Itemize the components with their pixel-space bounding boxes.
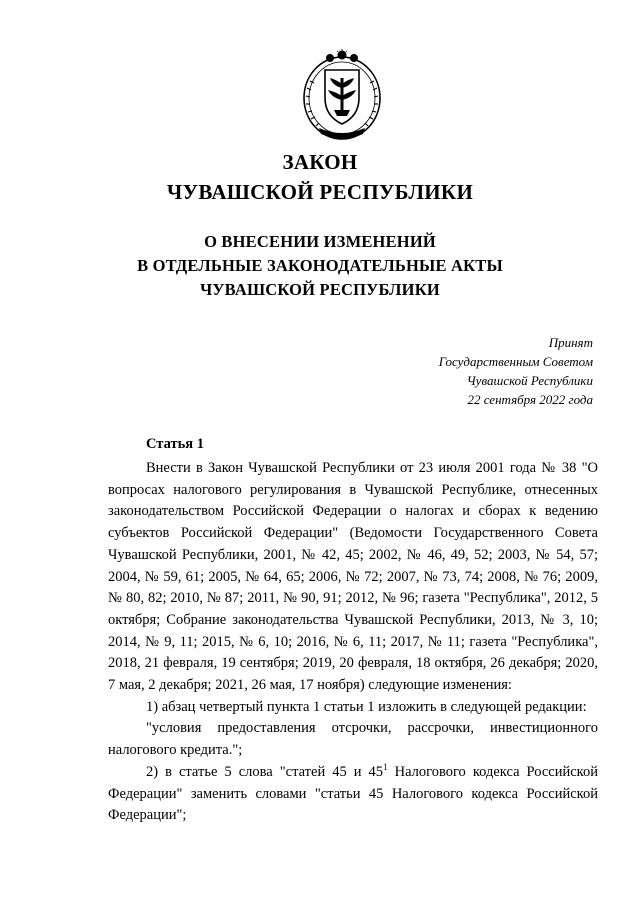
article-item-2-text: 2) в статье 5 слова "статей 45 и 45 [146,763,384,780]
article-body [108,458,598,827]
article-item-1: 1) абзац четвертый пункта 1 статьи 1 изложить в следующей редакции: [146,698,587,715]
law-subject-line: ЧУВАШСКОЙ РЕСПУБЛИКИ [200,280,440,299]
law-title-republic: ЧУВАШСКОЙ РЕСПУБЛИКИ [166,180,474,204]
article-item-1-quote: "условия предоставления отсрочки, рассрочки, инвестиционного налогового кредита."; [108,720,598,759]
article-intro-paragraph: Внести в Закон Чувашской Республики от 23 июля 2001 года № 38 "О вопросах налогового регулирования в Чувашской Республике, отнесенных законодательством Российской Федерации о налогах и сборах к ведению субъектов Российской Федерации" (Ведомости Государственного Совета Чувашской Республики, 2001, № 42, 45; 2002, № 46, 49, 52; 2003, № 54, 57; 2004, № 59, 61; 2005, № 64, 65; 2006, № 72; 2007, № 73, 74; 2008, № 76; 2009, № 80, 82; 2010, № 87; 2011, № 90, 91; 2012, № 96; газета "Республика", 2012, 5 октября; Собрание законодательства Чувашской Республики, 2013, № 3, 10; 2014, № 9, 11; 2015, № 6, 10; 2016, № 6, 11; 2017, № 11; газета "Республика", 2018, 21 февраля, 19 сентября; 2019, 20 февраля, 18 октября, 26 декабря; 2020, 7 мая, 2 декабря; 2021, 26 мая, 17 ноября) следующие изменения: [108,460,598,694]
law-title: ЗАКОН [282,150,358,174]
adoption-note [439,333,593,409]
adoption-note-line: Государственным Советом [438,354,593,369]
superscript-index: 1 [383,762,388,773]
adoption-date: 22 сентября 2022 года [467,392,593,407]
adoption-note-line: Принят [548,335,593,350]
article-item-2-text-cont: Налогового кодекса Российской Федерации" заменить словами "статьи 45 Налогового кодекса Российской Федерации"; [108,763,598,824]
law-subject-line: О ВНЕСЕНИИ ИЗМЕНЕНИЙ [204,232,436,251]
article-title: Статья 1 [146,436,204,452]
law-subject-line: В ОТДЕЛЬНЫЕ ЗАКОНОДАТЕЛЬНЫЕ АКТЫ [137,256,503,275]
adoption-note-line: Чувашской Республики [466,373,593,388]
coat-of-arms-emblem [297,48,387,143]
article-item-2 [108,762,598,827]
